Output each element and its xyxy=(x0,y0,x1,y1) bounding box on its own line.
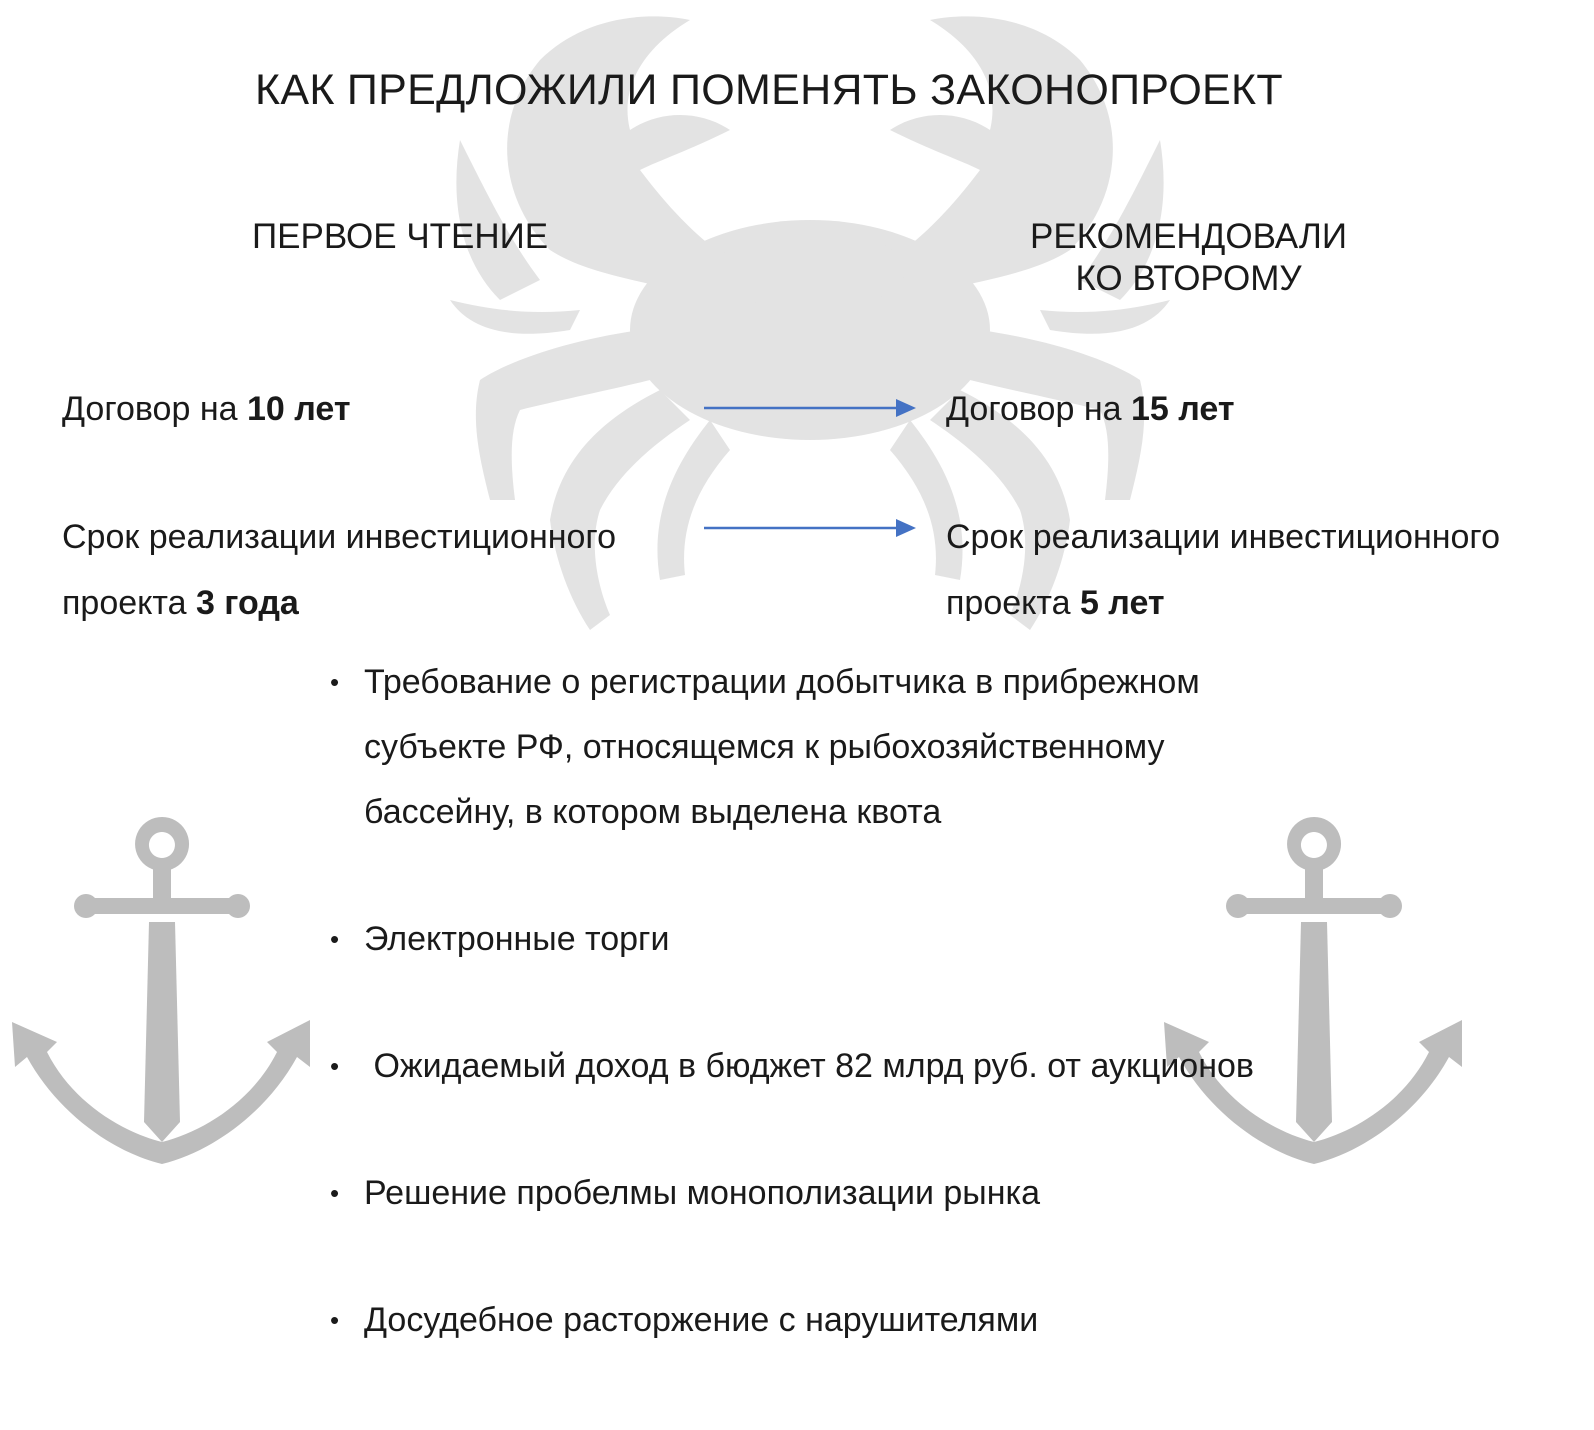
list-item: • Требование о регистрации добытчика в прибрежном субъекте РФ, относящемся к рыбохозяйственному бассейну, в котором выделена квота xyxy=(330,650,1310,845)
bullet-list xyxy=(330,650,1310,1353)
comparison-text: проекта xyxy=(946,584,1080,622)
arrow-icon xyxy=(704,396,918,420)
list-item: • Досудебное расторжение с нарушителями xyxy=(330,1288,1310,1353)
list-item: • Решение пробелмы монополизации рынка xyxy=(330,1161,1310,1226)
list-item: • Ожидаемый доход в бюджет 82 млрд руб. от аукционов xyxy=(330,1034,1310,1099)
anchor-icon xyxy=(12,812,312,1167)
arrow-icon xyxy=(704,516,918,540)
page-title: КАК ПРЕДЛОЖИЛИ ПОМЕНЯТЬ ЗАКОНОПРОЕКТ xyxy=(255,66,1283,114)
comparison-before-2 xyxy=(62,504,616,636)
comparison-value: 10 лет xyxy=(246,390,351,428)
comparison-text: Срок реализации инвестиционного xyxy=(62,518,616,556)
comparison-value: 15 лет xyxy=(1130,390,1235,428)
right-column-header-line2: КО ВТОРОМУ xyxy=(1075,259,1302,298)
comparison-value: 3 года xyxy=(195,584,299,622)
list-item: • Электронные торги xyxy=(330,907,1310,972)
right-column-header-line1: РЕКОМЕНДОВАЛИ xyxy=(1030,217,1348,256)
comparison-before-1 xyxy=(62,376,351,442)
comparison-after-2 xyxy=(946,504,1500,636)
comparison-text: Срок реализации инвестиционного xyxy=(946,518,1500,556)
comparison-text: проекта xyxy=(62,584,196,622)
comparison-value: 5 лет xyxy=(1079,584,1165,622)
right-column-header xyxy=(1030,216,1347,300)
comparison-text: Договор на xyxy=(946,390,1131,428)
comparison-after-1 xyxy=(946,376,1235,442)
left-column-header: ПЕРВОЕ ЧТЕНИЕ xyxy=(252,217,549,256)
comparison-text: Договор на xyxy=(62,390,247,428)
